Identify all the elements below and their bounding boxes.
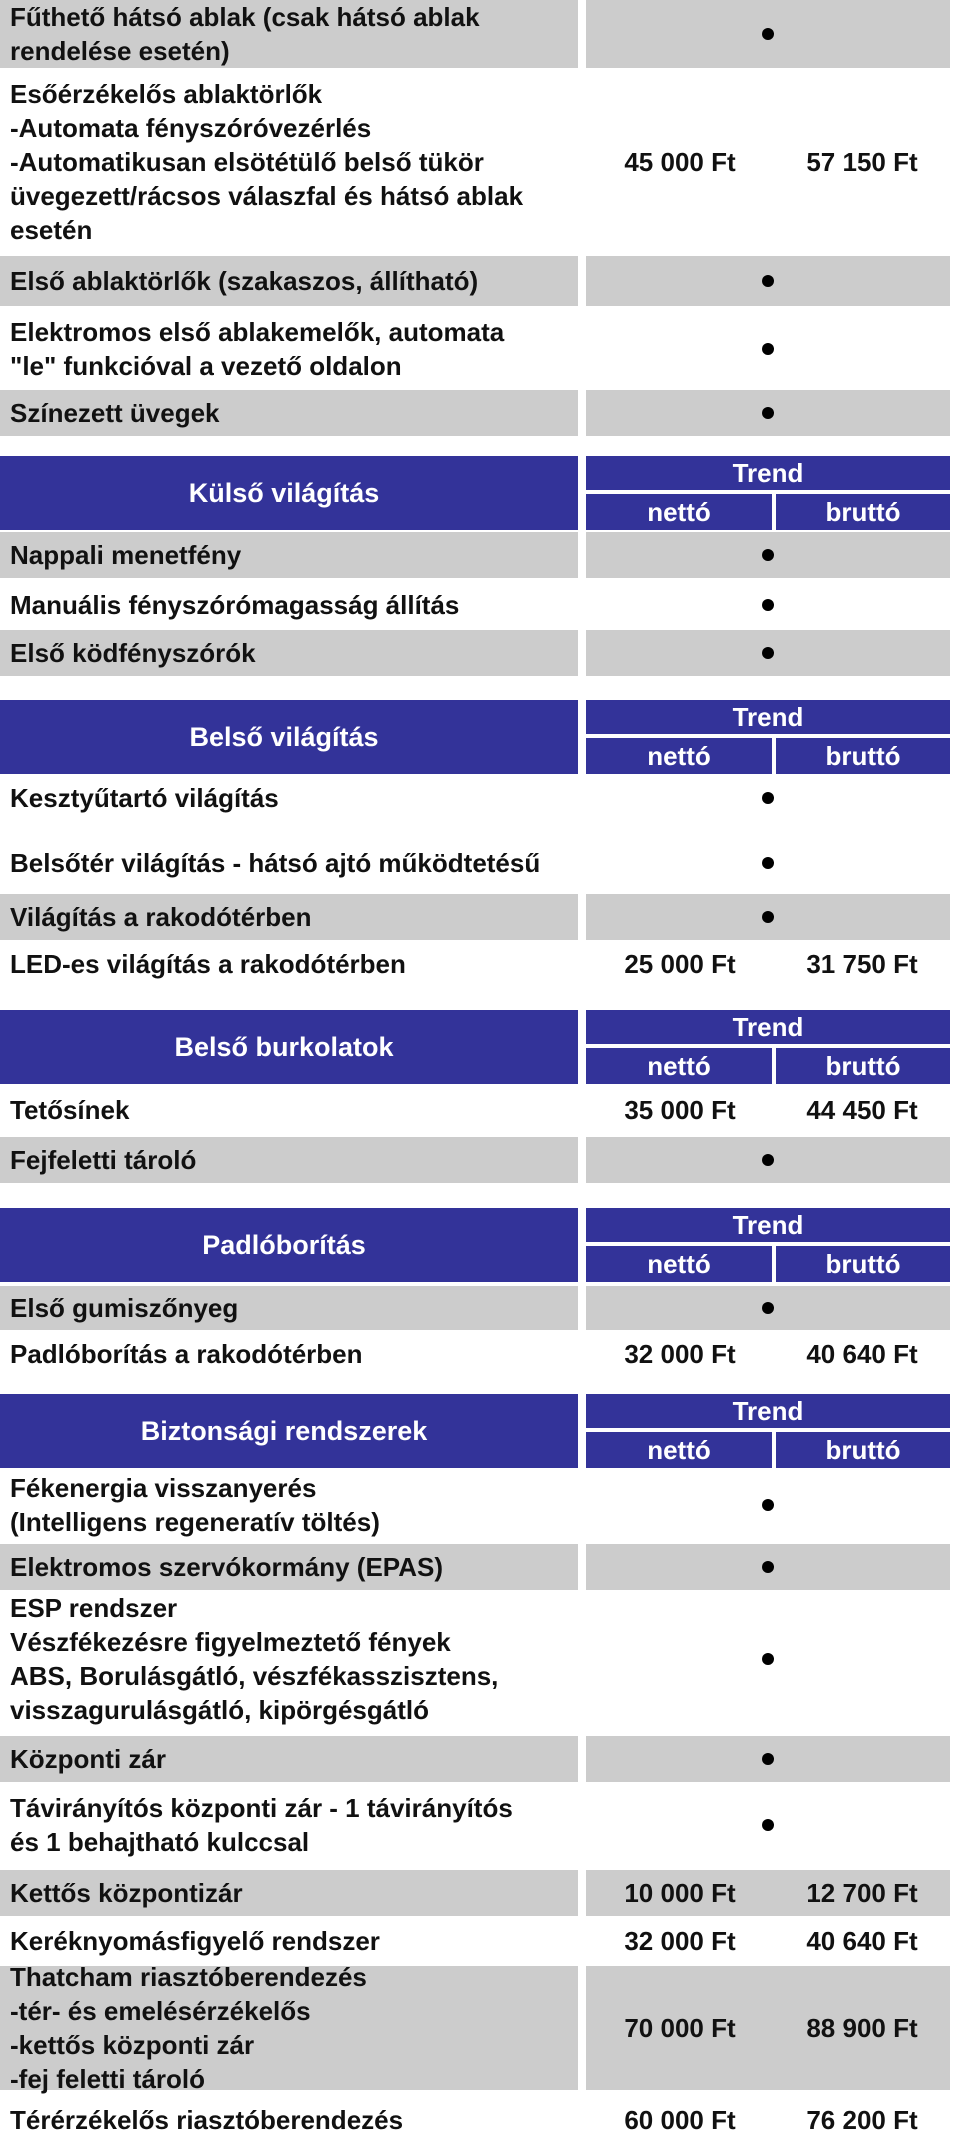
equipment-label: Belsőtér világítás - hátsó ajtó működtetésű — [10, 848, 541, 878]
net-price: 25 000 Ft — [624, 948, 736, 979]
equipment-label: Első ködfényszórók — [0, 630, 578, 676]
trend-column-label: Trend — [586, 1208, 950, 1242]
section-title: Külső világítás — [0, 456, 578, 530]
table-row — [0, 630, 960, 676]
price-cell — [586, 0, 950, 68]
price-cell — [586, 1088, 950, 1132]
equipment-label: Nappali menetfény — [0, 532, 578, 578]
table-row — [0, 256, 960, 306]
section-header — [0, 1394, 960, 1468]
price-cell — [586, 1286, 950, 1330]
gross-price: 57 150 Ft — [806, 146, 918, 177]
price-cell — [586, 1870, 950, 1916]
gross-column-label: bruttó — [776, 494, 950, 530]
table-row — [0, 532, 960, 578]
trend-column-label: Trend — [586, 1394, 950, 1428]
table-row — [0, 1592, 960, 1726]
equipment-label: Keréknyomásfigyelő rendszer — [10, 1926, 380, 1956]
section-title: Padlóborítás — [0, 1208, 578, 1282]
equipment-label: Fejfeletti tároló — [0, 1137, 578, 1183]
price-cell — [586, 832, 950, 894]
net-price: 45 000 Ft — [624, 146, 736, 177]
net-price: 70 000 Ft — [624, 2012, 736, 2043]
price-cell — [586, 894, 950, 940]
equipment-label: Manuális fényszórómagasság állítás — [10, 590, 460, 620]
equipment-label: ESP rendszer Vészfékezésre figyelmeztető fények ABS, Borulásgátló, vészfékasszisztens, visszagurulásgátló, kipörgésgátló — [10, 1593, 499, 1725]
price-cell — [586, 1966, 950, 2090]
gross-column-label: bruttó — [776, 1048, 950, 1084]
equipment-label: Távirányítós központi zár - 1 távirányítós és 1 behajtható kulccsal — [10, 1793, 513, 1857]
section-title: Belső világítás — [0, 700, 578, 774]
trend-column-label: Trend — [586, 700, 950, 734]
price-column-header — [586, 456, 950, 530]
gross-price: 31 750 Ft — [806, 948, 918, 979]
price-cell — [586, 390, 950, 436]
table-row — [0, 1784, 960, 1866]
bullet-dot-icon — [762, 343, 774, 355]
section-header — [0, 700, 960, 774]
equipment-label: Fűthető hátsó ablak (csak hátsó ablak rendelése esetén) — [0, 0, 578, 68]
price-cell — [586, 1592, 950, 1726]
equipment-label: Esőérzékelős ablaktörlők -Automata fényszóróvezérlés -Automatikusan elsötétülő belső tükör üvegezett/rácsos válaszfal és hátsó ablak esetén — [10, 79, 524, 245]
bullet-dot-icon — [762, 1499, 774, 1511]
table-row — [0, 1962, 960, 2094]
price-cell — [586, 776, 950, 820]
bullet-dot-icon — [762, 549, 774, 561]
equipment-label: LED-es világítás a rakodótérben — [10, 949, 406, 979]
table-row — [0, 942, 960, 986]
table-row — [0, 1332, 960, 1376]
section-title: Belső burkolatok — [0, 1010, 578, 1084]
bullet-dot-icon — [762, 599, 774, 611]
table-row — [0, 832, 960, 894]
bullet-dot-icon — [762, 857, 774, 869]
bullet-dot-icon — [762, 647, 774, 659]
table-row — [0, 0, 960, 68]
equipment-label: Központi zár — [0, 1736, 578, 1782]
table-row — [0, 390, 960, 436]
net-price: 32 000 Ft — [624, 1925, 736, 1956]
equipment-label: Térérzékelős riasztóberendezés — [10, 2105, 404, 2135]
table-row — [0, 894, 960, 940]
equipment-label: Thatcham riasztóberendezés -tér- és emelésérzékelős -kettős központi zár -fej feletti tároló — [0, 1966, 578, 2090]
price-cell — [586, 72, 950, 252]
section-header — [0, 1010, 960, 1084]
gross-price: 40 640 Ft — [806, 1925, 918, 1956]
equipment-label: Kettős központizár — [0, 1870, 578, 1916]
price-column-header — [586, 1010, 950, 1084]
equipment-label: Kesztyűtartó világítás — [10, 783, 279, 813]
price-cell — [586, 630, 950, 676]
equipment-label: Első ablaktörlők (szakaszos, állítható) — [0, 256, 578, 306]
equipment-label: Padlóborítás a rakodótérben — [10, 1339, 363, 1369]
price-column-header — [586, 700, 950, 774]
price-cell — [586, 2096, 950, 2144]
net-column-label: nettó — [586, 738, 772, 774]
equipment-label: Elektromos szervókormány (EPAS) — [0, 1544, 578, 1590]
price-column-header — [586, 1208, 950, 1282]
bullet-dot-icon — [762, 407, 774, 419]
net-column-label: nettó — [586, 1048, 772, 1084]
table-row — [0, 1544, 960, 1590]
table-row — [0, 1736, 960, 1782]
table-row — [0, 1286, 960, 1330]
price-cell — [586, 1544, 950, 1590]
price-cell — [586, 1137, 950, 1183]
table-row — [0, 1137, 960, 1183]
trend-column-label: Trend — [586, 1010, 950, 1044]
price-cell — [586, 1784, 950, 1866]
equipment-label: Tetősínek — [10, 1095, 130, 1125]
price-cell — [586, 256, 950, 306]
price-cell — [586, 310, 950, 388]
bullet-dot-icon — [762, 1302, 774, 1314]
gross-price: 40 640 Ft — [806, 1338, 918, 1369]
table-row — [0, 1470, 960, 1540]
gross-price: 12 700 Ft — [806, 1877, 918, 1908]
gross-column-label: bruttó — [776, 1246, 950, 1282]
price-column-header — [586, 1394, 950, 1468]
equipment-label: Elektromos első ablakemelők, automata "le" funkcióval a vezető oldalon — [10, 317, 505, 381]
net-price: 32 000 Ft — [624, 1338, 736, 1369]
table-row — [0, 72, 960, 252]
equipment-label: Világítás a rakodótérben — [0, 894, 578, 940]
net-column-label: nettó — [586, 1246, 772, 1282]
equipment-label: Fékenergia visszanyerés (Intelligens regeneratív töltés) — [10, 1473, 380, 1537]
table-row — [0, 1870, 960, 1916]
price-cell — [586, 1470, 950, 1540]
section-header — [0, 1208, 960, 1282]
bullet-dot-icon — [762, 1154, 774, 1166]
gross-column-label: bruttó — [776, 738, 950, 774]
trend-column-label: Trend — [586, 456, 950, 490]
table-row — [0, 1918, 960, 1964]
net-price: 60 000 Ft — [624, 2104, 736, 2135]
bullet-dot-icon — [762, 1753, 774, 1765]
table-row — [0, 582, 960, 628]
equipment-label: Első gumiszőnyeg — [0, 1286, 578, 1330]
table-row — [0, 776, 960, 820]
gross-column-label: bruttó — [776, 1432, 950, 1468]
price-cell — [586, 1918, 950, 1964]
table-row — [0, 310, 960, 388]
bullet-dot-icon — [762, 1561, 774, 1573]
net-column-label: nettó — [586, 1432, 772, 1468]
net-price: 35 000 Ft — [624, 1094, 736, 1125]
gross-price: 44 450 Ft — [806, 1094, 918, 1125]
net-column-label: nettó — [586, 494, 772, 530]
equipment-label: Színezett üvegek — [0, 390, 578, 436]
net-price: 10 000 Ft — [624, 1877, 736, 1908]
price-cell — [586, 532, 950, 578]
bullet-dot-icon — [762, 911, 774, 923]
table-row — [0, 1088, 960, 1132]
bullet-dot-icon — [762, 1819, 774, 1831]
gross-price: 88 900 Ft — [806, 2012, 918, 2043]
table-row — [0, 2096, 960, 2144]
price-cell — [586, 582, 950, 628]
section-header — [0, 456, 960, 530]
bullet-dot-icon — [762, 275, 774, 287]
price-cell — [586, 1736, 950, 1782]
bullet-dot-icon — [762, 28, 774, 40]
bullet-dot-icon — [762, 1653, 774, 1665]
gross-price: 76 200 Ft — [806, 2104, 918, 2135]
section-title: Biztonsági rendszerek — [0, 1394, 578, 1468]
bullet-dot-icon — [762, 792, 774, 804]
price-cell — [586, 942, 950, 986]
price-cell — [586, 1332, 950, 1376]
